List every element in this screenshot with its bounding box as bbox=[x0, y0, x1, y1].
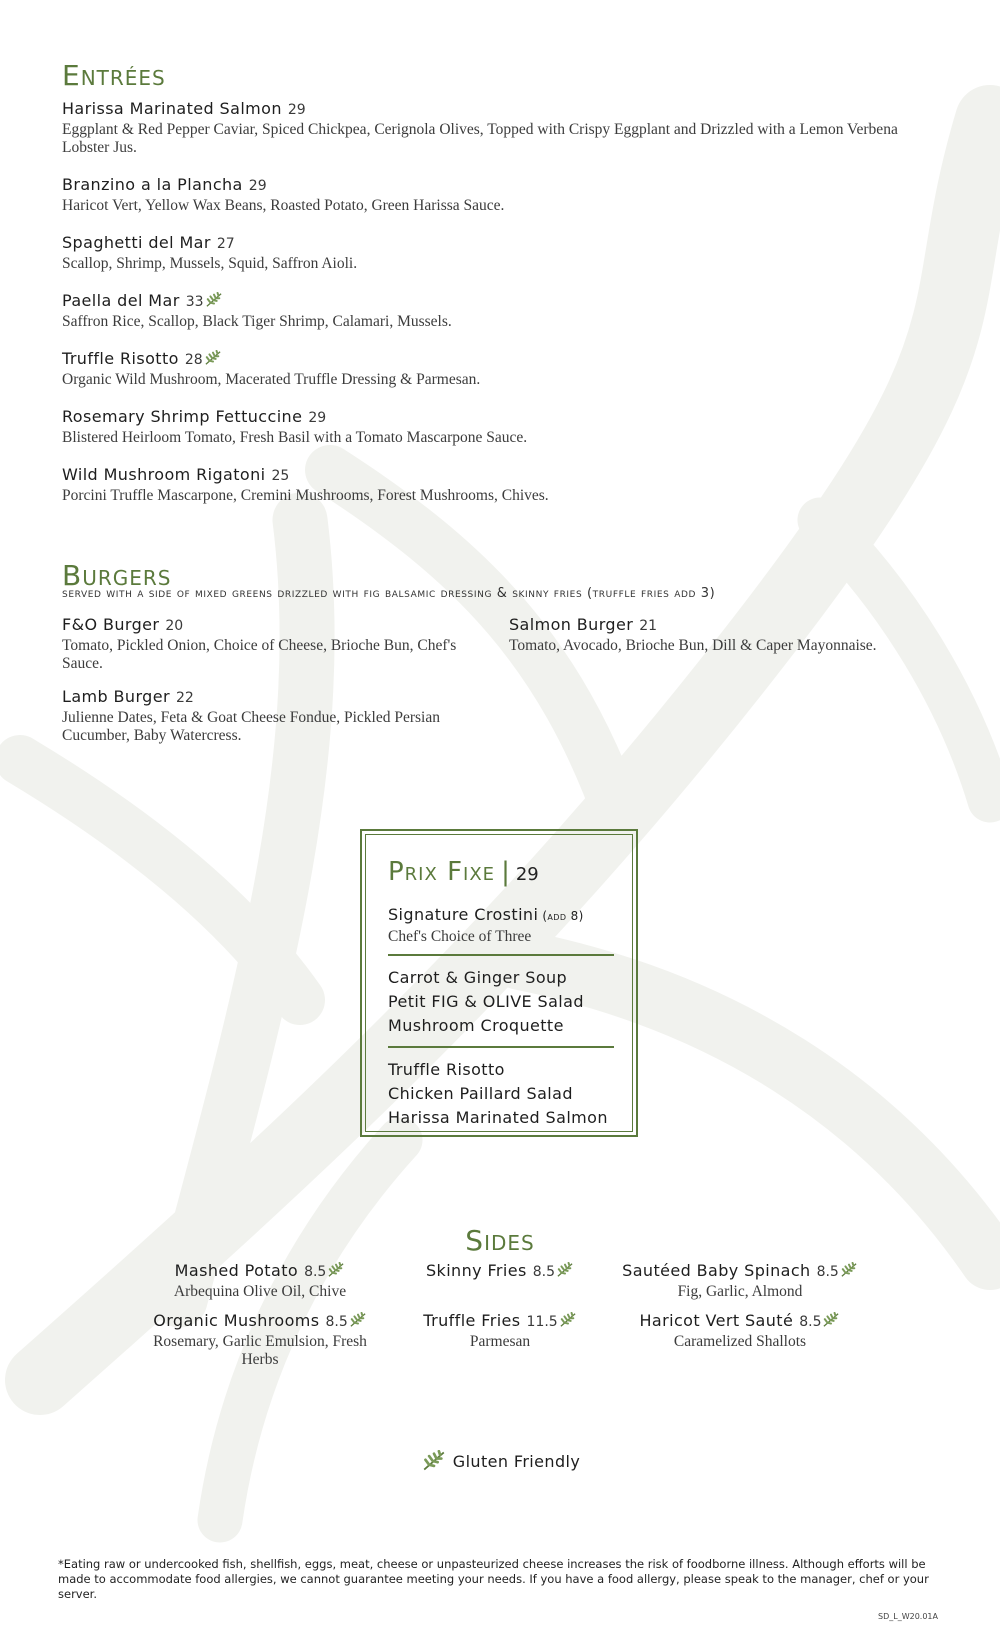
item-description: Arbequina Olive Oil, Chive bbox=[173, 1283, 347, 1300]
divider bbox=[388, 1046, 614, 1048]
sides-title: Sides bbox=[465, 1224, 535, 1257]
item-price: 8.5 bbox=[532, 1264, 555, 1280]
item-name: Mashed Potato bbox=[174, 1261, 299, 1280]
prix-fixe-heading bbox=[388, 857, 539, 887]
prix-fixe-price: 29 bbox=[515, 864, 539, 885]
prix-fixe-title: Prix Fixe bbox=[388, 857, 496, 887]
food-safety-disclaimer: *Eating raw or undercooked fish, shellfish, eggs, meat, cheese or unpasteurized cheese increases the risk of foodborne illness. Although efforts will be made to accommodate food allergies, we cannot guarantee meeting your needs. If you have a food allergy, please speak to the manager, chef or your server. bbox=[58, 1557, 929, 1601]
prix-second-course-item: Petit FIG & OLIVE Salad bbox=[388, 992, 584, 1011]
item-description: Julienne Dates, Feta & Goat Cheese Fondue, Pickled Persian Cucumber, Baby Watercress. bbox=[62, 709, 440, 744]
prix-fixe-courses bbox=[388, 903, 614, 1130]
item-name: F&O Burger bbox=[62, 615, 160, 634]
item-description: Caramelized Shallots bbox=[673, 1333, 807, 1350]
menu-item bbox=[509, 614, 949, 655]
item-name: Truffle Risotto bbox=[62, 349, 179, 368]
menu-item bbox=[62, 406, 942, 447]
item-name: Branzino a la Plancha bbox=[62, 175, 243, 194]
item-name: Skinny Fries bbox=[425, 1261, 527, 1280]
item-name: Salmon Burger bbox=[509, 615, 634, 634]
menu-item bbox=[62, 464, 942, 505]
gluten-friendly-leaf-icon bbox=[349, 1312, 367, 1328]
gluten-friendly-leaf-icon bbox=[840, 1262, 858, 1278]
item-price: 21 bbox=[639, 618, 658, 634]
gluten-friendly-leaf-icon bbox=[204, 350, 222, 366]
item-price: 33 bbox=[185, 294, 204, 310]
divider bbox=[388, 954, 614, 956]
gluten-friendly-leaf-icon bbox=[205, 292, 223, 308]
gluten-friendly-leaf-icon bbox=[822, 1312, 840, 1328]
item-description: Tomato, Pickled Onion, Choice of Cheese, Brioche Bun, Chef's Sauce. bbox=[62, 637, 457, 672]
item-name: Sautéed Baby Spinach bbox=[622, 1261, 811, 1280]
item-description: Fig, Garlic, Almond bbox=[677, 1283, 803, 1300]
gluten-friendly-leaf-icon bbox=[421, 1450, 447, 1472]
menu-item bbox=[62, 614, 462, 673]
menu-item bbox=[62, 232, 942, 273]
prix-first-course bbox=[388, 903, 614, 928]
prix-first-course-description: Chef's Choice of Three bbox=[388, 928, 532, 945]
burgers-note: served with a side of mixed greens drizzled with fig balsamic dressing & skinny fries (truffle fries add 3) bbox=[62, 586, 716, 601]
item-price: 29 bbox=[248, 178, 267, 194]
prix-fixe-separator: | bbox=[501, 857, 510, 887]
gluten-friendly-leaf-icon bbox=[559, 1312, 577, 1328]
item-name: Truffle Fries bbox=[423, 1311, 521, 1330]
item-price: 29 bbox=[308, 410, 327, 426]
menu-item bbox=[62, 686, 442, 745]
item-price: 8.5 bbox=[325, 1314, 348, 1330]
prix-third-course-item: Truffle Risotto bbox=[388, 1060, 505, 1079]
item-price: 27 bbox=[216, 236, 235, 252]
menu-item bbox=[62, 174, 942, 215]
prix-third-course-item: Harissa Marinated Salmon bbox=[388, 1108, 608, 1127]
item-description: Eggplant & Red Pepper Caviar, Spiced Chickpea, Cerignola Olives, Topped with Crispy Eggplant and Drizzled with a Lemon Verbena Lobster Jus. bbox=[62, 121, 898, 156]
item-description: Blistered Heirloom Tomato, Fresh Basil with a Tomato Mascarpone Sauce. bbox=[62, 429, 528, 446]
prix-fixe-box bbox=[360, 829, 638, 1137]
item-description: Porcini Truffle Mascarpone, Cremini Mushrooms, Forest Mushrooms, Chives. bbox=[62, 487, 549, 504]
menu-item bbox=[130, 1260, 390, 1301]
item-name: Organic Mushrooms bbox=[153, 1311, 320, 1330]
burgers-title: Burgers bbox=[62, 559, 172, 592]
menu-item bbox=[370, 1260, 630, 1283]
prix-first-course-name: Signature Crostini bbox=[388, 905, 539, 924]
item-description: Saffron Rice, Scallop, Black Tiger Shrimp, Calamari, Mussels. bbox=[62, 313, 452, 330]
item-price: 22 bbox=[175, 690, 194, 706]
entrees-list bbox=[62, 98, 942, 522]
menu-item bbox=[370, 1310, 630, 1351]
item-description: Scallop, Shrimp, Mussels, Squid, Saffron Aioli. bbox=[62, 255, 358, 272]
menu-item bbox=[62, 348, 942, 389]
item-price: 8.5 bbox=[304, 1264, 327, 1280]
item-description: Haricot Vert, Yellow Wax Beans, Roasted Potato, Green Harissa Sauce. bbox=[62, 197, 505, 214]
entrees-title: Entrées bbox=[62, 59, 166, 92]
item-name: Wild Mushroom Rigatoni bbox=[62, 465, 266, 484]
item-price: 11.5 bbox=[526, 1314, 558, 1330]
menu-item bbox=[600, 1260, 880, 1301]
item-price: 25 bbox=[271, 468, 290, 484]
item-description: Rosemary, Garlic Emulsion, Fresh Herbs bbox=[153, 1333, 367, 1368]
item-name: Spaghetti del Mar bbox=[62, 233, 211, 252]
item-price: 29 bbox=[287, 102, 306, 118]
prix-second-course-item: Carrot & Ginger Soup bbox=[388, 968, 568, 987]
gluten-friendly-leaf-icon bbox=[556, 1262, 574, 1278]
legend-label: Gluten Friendly bbox=[452, 1452, 581, 1471]
menu-item bbox=[610, 1310, 870, 1351]
item-price: 8.5 bbox=[816, 1264, 839, 1280]
item-price: 8.5 bbox=[799, 1314, 822, 1330]
gluten-friendly-legend bbox=[0, 1450, 1000, 1472]
item-name: Harissa Marinated Salmon bbox=[62, 99, 282, 118]
item-description: Organic Wild Mushroom, Macerated Truffle Dressing & Parmesan. bbox=[62, 371, 481, 388]
menu-item bbox=[115, 1310, 405, 1369]
item-description: Tomato, Avocado, Brioche Bun, Dill & Caper Mayonnaise. bbox=[509, 637, 877, 654]
menu-item bbox=[62, 290, 942, 331]
menu-code: SD_L_W20.01A bbox=[878, 1612, 938, 1621]
item-name: Lamb Burger bbox=[62, 687, 170, 706]
menu-item bbox=[62, 98, 942, 157]
item-name: Haricot Vert Sauté bbox=[639, 1311, 794, 1330]
prix-third-course-item: Chicken Paillard Salad bbox=[388, 1084, 573, 1103]
gluten-friendly-leaf-icon bbox=[327, 1262, 345, 1278]
prix-first-course-add: (add 8) bbox=[542, 909, 584, 923]
item-description: Parmesan bbox=[469, 1333, 531, 1350]
item-price: 28 bbox=[184, 352, 203, 368]
prix-second-course-item: Mushroom Croquette bbox=[388, 1016, 564, 1035]
item-price: 20 bbox=[165, 618, 184, 634]
item-name: Paella del Mar bbox=[62, 291, 180, 310]
item-name: Rosemary Shrimp Fettuccine bbox=[62, 407, 303, 426]
